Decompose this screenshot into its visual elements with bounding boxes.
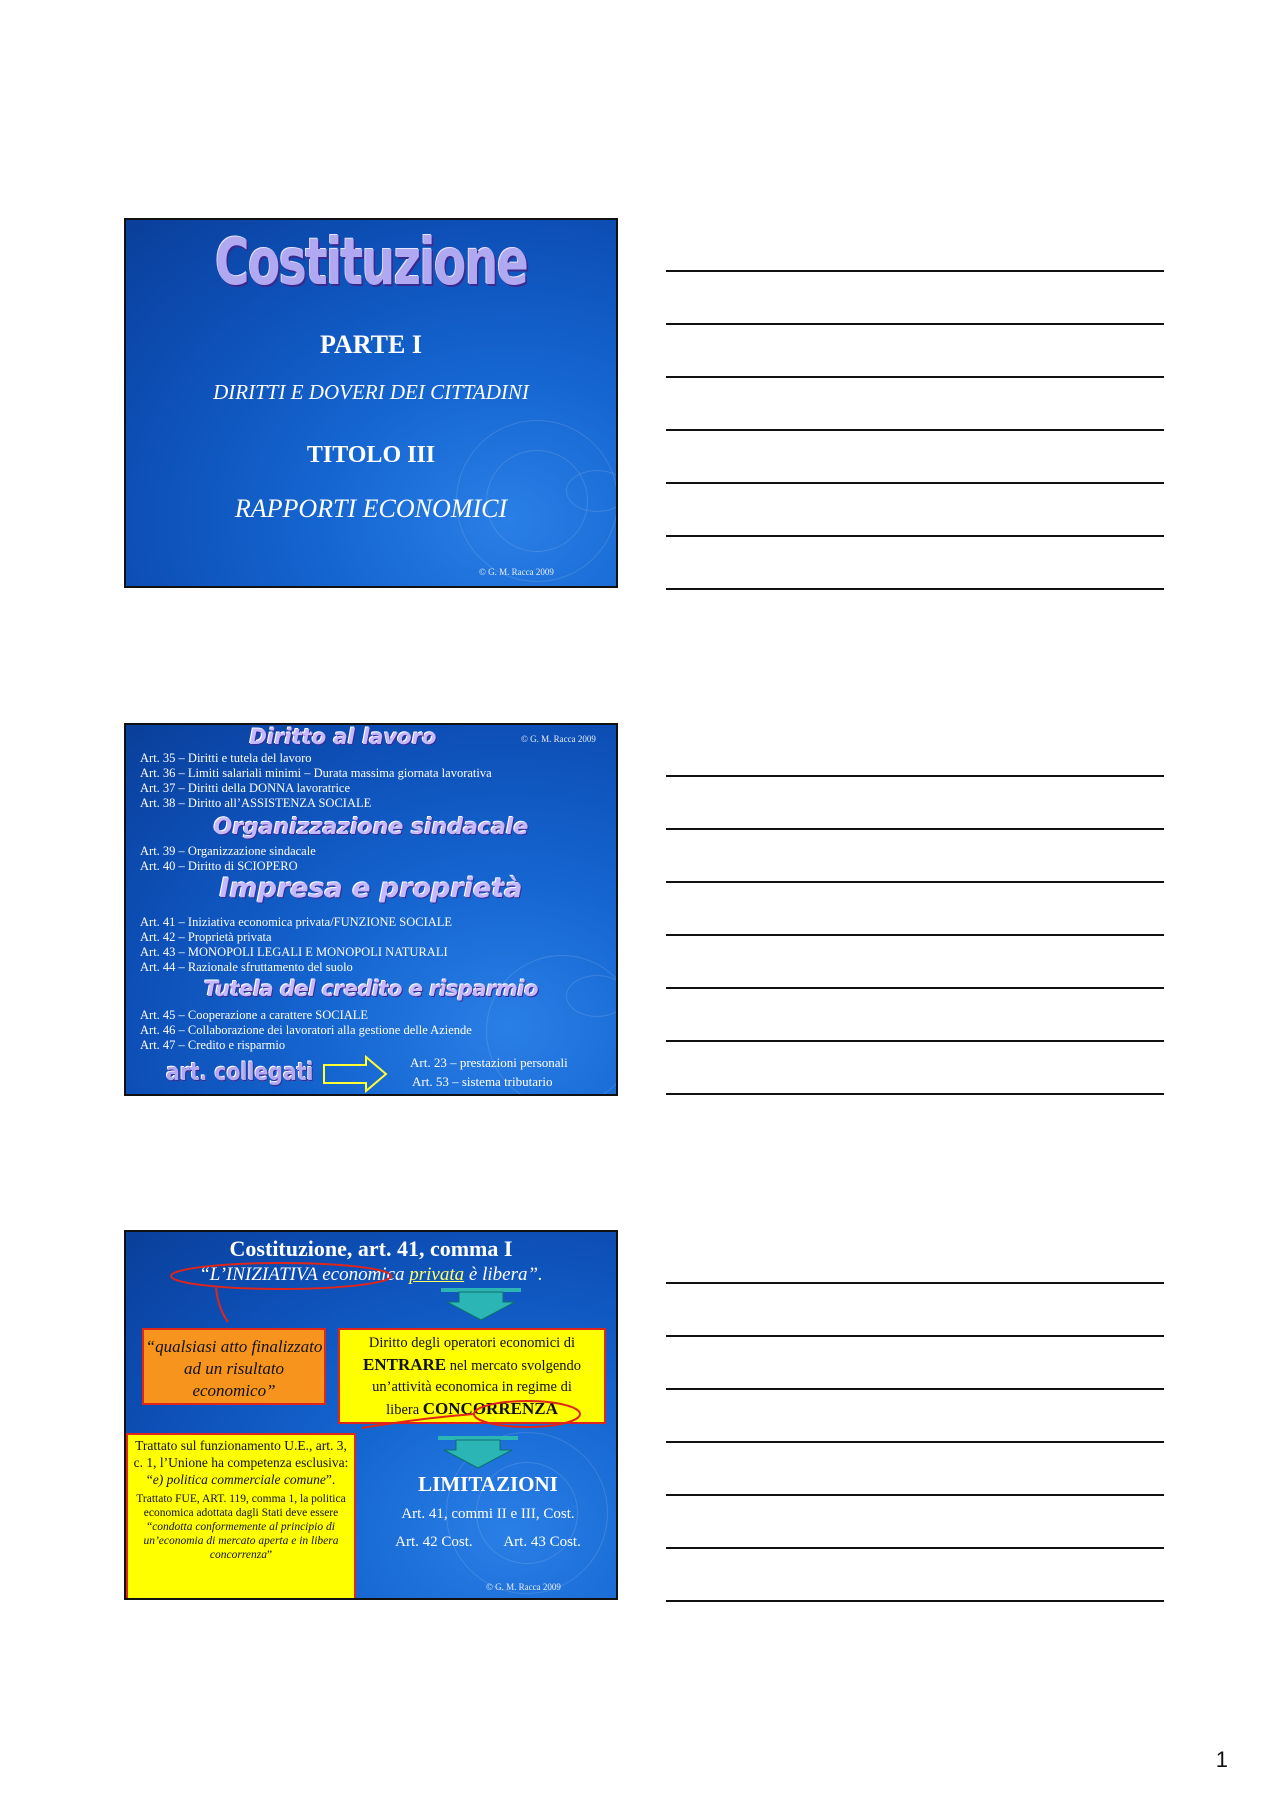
slide-1 [124, 218, 618, 588]
note-line [666, 1600, 1164, 1602]
article-list-lavoro [140, 751, 492, 811]
note-line [666, 270, 1164, 272]
limitation-art-43: Art. 43 Cost. [503, 1534, 581, 1550]
title-subtitle: RAPPORTI ECONOMICI [234, 494, 508, 523]
note-line [666, 1093, 1164, 1095]
treaty-text-2-end: ” [266, 1549, 273, 1561]
note-line [666, 1282, 1164, 1284]
down-arrow-icon [438, 1436, 518, 1470]
article-item: Art. 42 – Proprietà privata [140, 930, 272, 944]
note-line [666, 828, 1164, 830]
article-list-sindacale [140, 844, 316, 874]
note-line [666, 429, 1164, 431]
note-line [666, 1040, 1164, 1042]
copyright: © G. M. Racca 2009 [521, 734, 596, 744]
linked-article-item: Art. 53 – sistema tributario [412, 1074, 553, 1089]
market-entry-libera: libera [386, 1402, 423, 1418]
copyright: © G. M. Racca 2009 [486, 1582, 561, 1592]
limitations-line-2 [358, 1534, 618, 1551]
note-line [666, 934, 1164, 936]
market-entry-text-1: Diritto degli operatori economici di [368, 1335, 576, 1351]
limitations-line-1: Art. 41, commi II e III, Cost. [401, 1506, 575, 1522]
note-line [666, 881, 1164, 883]
section-title-organizzazione-sindacale: Organizzazione sindacale [213, 815, 529, 840]
article-item: Art. 37 – Diritti della DONNA lavoratrice [140, 781, 351, 795]
article-item: Art. 38 – Diritto all’ASSISTENZA SOCIALE [140, 796, 372, 810]
market-entry-text-2: nel mercato svolgendo un’attività economica in regime di [372, 1358, 581, 1395]
article-item: Art. 46 – Collaborazione dei lavoratori alla gestione delle Aziende [140, 1023, 472, 1037]
article-item: Art. 35 – Diritti e tutela del lavoro [140, 751, 312, 765]
note-line [666, 588, 1164, 590]
market-entry-entrare: ENTRARE [362, 1355, 447, 1374]
article-list-impresa [140, 915, 452, 975]
treaty-text-2-a: Trattato FUE, ART. 119, comma 1, la politica economica adottata dagli Stati deve essere “ [136, 1493, 346, 1533]
treaty-text-2 [132, 1492, 350, 1562]
note-line [666, 1335, 1164, 1337]
note-line [666, 482, 1164, 484]
treaty-text-2-italic: condotta conformemente al principio di un’economia di mercato aperta e in libera concorrenza [143, 1521, 339, 1561]
slide-title: Costituzione [214, 226, 528, 300]
note-line [666, 987, 1164, 989]
right-arrow-icon [322, 1055, 388, 1093]
treaty-text-1-end: ”. [325, 1472, 336, 1487]
article-item: Art. 41 – Iniziativa economica privata/FUNZIONE SOCIALE [140, 915, 453, 929]
quote-text-end: è libera”. [464, 1264, 543, 1285]
quote-text: “L’INIZIATIVA economica [199, 1264, 410, 1285]
linked-articles-label: art. collegati [166, 1058, 314, 1086]
note-line [666, 535, 1164, 537]
article-item: Art. 40 – Diritto di SCIOPERO [140, 859, 298, 873]
limitation-art-42: Art. 42 Cost. [395, 1534, 473, 1550]
slide-2 [124, 723, 618, 1096]
article-item: Art. 43 – MONOPOLI LEGALI E MONOPOLI NATURALI [140, 945, 448, 959]
section-title-tutela-credito: Tutela del credito e risparmio [203, 977, 539, 1001]
market-entry-concorrenza: CONCORRENZA [422, 1399, 558, 1418]
concorrenza-highlight-ellipse [362, 1392, 582, 1442]
quote-private: privata [409, 1264, 465, 1285]
note-line [666, 323, 1164, 325]
note-line [666, 376, 1164, 378]
section-title-diritto-al-lavoro: Diritto al lavoro [249, 725, 437, 749]
part-heading: PARTE I [320, 330, 422, 359]
linked-article-item: Art. 23 – prestazioni personali [410, 1055, 568, 1070]
treaty-box [126, 1433, 356, 1600]
slide-title: Costituzione, art. 41, comma I [229, 1236, 513, 1261]
page-number: 1 [1215, 1747, 1228, 1772]
article-list-credito [140, 1008, 472, 1053]
article-item: Art. 36 – Limiti salariali minimi – Durata massima giornata lavorativa [140, 766, 492, 780]
note-line [666, 1388, 1164, 1390]
title-heading: TITOLO III [306, 442, 436, 468]
treaty-text-1 [132, 1437, 350, 1488]
section-title-impresa-e-proprieta: Impresa e proprietà [219, 873, 523, 904]
linked-articles-list [410, 1053, 568, 1091]
article-item: Art. 47 – Credito e risparmio [140, 1038, 286, 1052]
treaty-text-1-italic: e) politica commerciale comune [152, 1472, 326, 1487]
article-item: Art. 39 – Organizzazione sindacale [140, 844, 316, 858]
article-item: Art. 44 – Razionale sfruttamento del suolo [140, 960, 353, 974]
note-line [666, 775, 1164, 777]
note-line [666, 1547, 1164, 1549]
note-line [666, 1441, 1164, 1443]
note-line [666, 1494, 1164, 1496]
article-item: Art. 45 – Cooperazione a carattere SOCIALE [140, 1008, 369, 1022]
limitations-title: LIMITAZIONI [418, 1472, 558, 1496]
part-subtitle: DIRITTI E DOVERI DEI CITTADINI [213, 380, 529, 404]
economic-act-text: “qualsiasi atto finalizzato ad un risultato economico” [145, 1337, 323, 1400]
slide-3 [124, 1230, 618, 1600]
treaty-text-1-a: Trattato sul funzionamento U.E., art. 3, c. 1, l’Unione ha competenza esclusiva: “ [133, 1438, 349, 1487]
copyright: © G. M. Racca 2009 [479, 567, 554, 577]
down-arrow-icon [441, 1288, 521, 1322]
economic-act-box [142, 1328, 326, 1405]
